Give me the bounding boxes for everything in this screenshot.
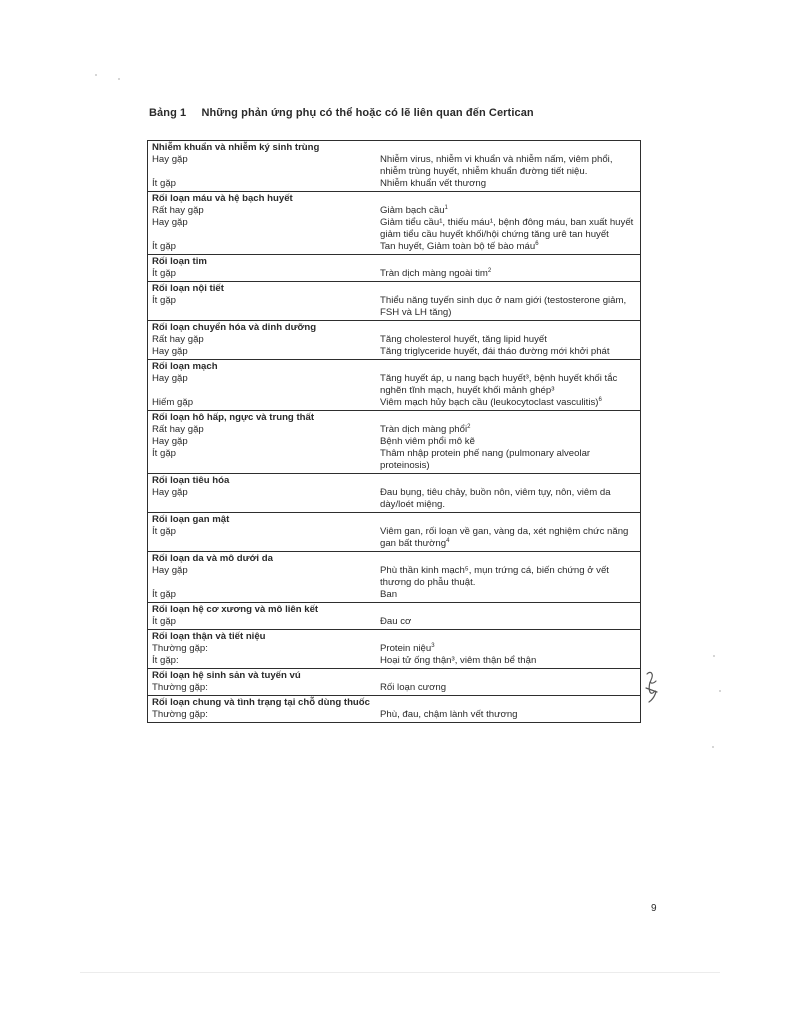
- table-row: [152, 241, 636, 253]
- section-title: Rối loạn tiêu hóa: [152, 475, 230, 486]
- table-row: [152, 655, 636, 667]
- frequency-cell: Hay gặp: [152, 154, 188, 165]
- effect-text: Tăng triglyceride huyết, đái tháo đường mới khởi phát: [380, 346, 610, 357]
- table-row: [152, 589, 636, 601]
- table-row: [152, 178, 636, 190]
- effect-text: Phù, đau, chậm lành vết thương: [380, 709, 518, 720]
- scan-speck: [712, 746, 714, 748]
- frequency-cell: Hay gặp: [152, 346, 188, 357]
- section-title: Nhiễm khuẩn và nhiễm ký sinh trùng: [152, 142, 320, 153]
- table-row: [152, 682, 636, 694]
- effect-text: Protein niệu: [380, 643, 432, 654]
- effect-text: Thâm nhập protein phế nang (pulmonary alveolar proteinosis): [380, 448, 591, 471]
- table-section: [147, 696, 641, 723]
- scan-speck: [713, 655, 715, 657]
- table-section: [147, 282, 641, 321]
- effect-cell: [380, 526, 636, 550]
- table-section: [147, 669, 641, 696]
- frequency-cell: Hay gặp: [152, 373, 188, 384]
- effect-text: Nhiễm khuẩn vết thương: [380, 178, 487, 189]
- effect-text: Hoại tử ống thận³, viêm thận bể thận: [380, 655, 537, 666]
- table-row: [152, 616, 636, 628]
- table-section: [147, 192, 641, 255]
- frequency-cell: Hiếm gặp: [152, 397, 194, 408]
- frequency-cell: Rất hay gặp: [152, 205, 204, 216]
- frequency-cell: Ít gặp: [152, 448, 177, 459]
- frequency-cell: Hay gặp: [152, 565, 188, 576]
- table-section: [147, 255, 641, 282]
- effect-cell: [380, 373, 636, 397]
- effect-cell: [380, 346, 636, 358]
- effect-cell: [380, 448, 636, 472]
- effect-cell: [380, 616, 636, 628]
- frequency-cell: Ít gặp: [152, 178, 177, 189]
- footnote-marker: 1: [444, 205, 448, 211]
- effect-cell: [380, 178, 636, 190]
- table-row: [152, 346, 636, 358]
- effect-cell: [380, 436, 636, 448]
- table-section: [147, 474, 641, 513]
- section-title: Rối loạn chung và tình trạng tại chỗ dùng thuốc: [152, 697, 370, 708]
- table-row: [152, 205, 636, 217]
- effect-text: Thiểu năng tuyến sinh dục ở nam giới (testosterone giảm, FSH và LH tăng): [380, 295, 627, 318]
- table-row: [152, 709, 636, 721]
- table-row: [152, 424, 636, 436]
- table-row: [152, 373, 636, 397]
- effect-text: Rối loạn cương: [380, 682, 447, 693]
- table-section: [147, 513, 641, 552]
- section-title: Rối loạn chuyển hóa và dinh dưỡng: [152, 322, 317, 333]
- effect-cell: [380, 643, 636, 655]
- table-row: [152, 448, 636, 472]
- frequency-cell: Rất hay gặp: [152, 334, 204, 345]
- scan-speck: [118, 78, 120, 80]
- adverse-reactions-table: [147, 140, 641, 723]
- effect-cell: [380, 241, 636, 253]
- footnote-marker: 6: [535, 241, 539, 247]
- effect-text: Tan huyết, Giảm toàn bộ tế bào máu: [380, 241, 536, 252]
- effect-text: Giảm bạch cầu: [380, 205, 445, 216]
- frequency-cell: Hay gặp: [152, 217, 188, 228]
- frequency-cell: Ít gặp: [152, 589, 177, 600]
- frequency-cell: Ít gặp:: [152, 655, 179, 666]
- footnote-marker: 4: [446, 538, 450, 544]
- effect-cell: [380, 205, 636, 217]
- effect-cell: [380, 397, 636, 409]
- effect-cell: [380, 154, 636, 178]
- table-section: [147, 603, 641, 630]
- table-row: [152, 295, 636, 319]
- effect-text: Nhiễm virus, nhiễm vi khuẩn và nhiễm nấm, viêm phổi, nhiễm trùng huyết, nhiễm khuẩn đường tiết niệu.: [380, 154, 613, 177]
- section-title: Rối loạn tim: [152, 256, 207, 267]
- effect-text: Tràn dịch màng ngoài tim: [380, 268, 488, 279]
- table-section: [147, 321, 641, 360]
- effect-cell: [380, 589, 636, 601]
- frequency-cell: Ít gặp: [152, 526, 177, 537]
- table-caption-label: Bảng 1: [149, 107, 187, 119]
- effect-cell: [380, 424, 636, 436]
- effect-cell: [380, 487, 636, 511]
- footnote-marker: 6: [598, 397, 602, 403]
- frequency-cell: Hay gặp: [152, 487, 188, 498]
- table-row: [152, 397, 636, 409]
- table-row: [152, 526, 636, 550]
- scan-speck: [719, 690, 721, 692]
- effect-cell: [380, 565, 636, 589]
- effect-cell: [380, 295, 636, 319]
- footnote-marker: 2: [467, 424, 471, 430]
- table-section: [147, 360, 641, 411]
- section-title: Rối loạn hệ cơ xương và mô liên kết: [152, 604, 319, 615]
- table-caption: [149, 107, 534, 119]
- table-section: [147, 140, 641, 192]
- effect-text: Tăng huyết áp, u nang bạch huyết³, bệnh huyết khối tắc nghẽn tĩnh mạch, huyết khối mảnh ghép³: [380, 373, 618, 396]
- frequency-cell: Rất hay gặp: [152, 424, 204, 435]
- section-title: Rối loạn da và mô dưới da: [152, 553, 273, 564]
- table-section: [147, 630, 641, 669]
- frequency-cell: Ít gặp: [152, 241, 177, 252]
- effect-cell: [380, 334, 636, 346]
- section-title: Rối loạn hệ sinh sản và tuyến vú: [152, 670, 301, 681]
- effect-cell: [380, 655, 636, 667]
- footnote-marker: 2: [487, 268, 492, 274]
- table-section: [147, 411, 641, 474]
- frequency-cell: Ít gặp: [152, 268, 177, 279]
- effect-text: Ban: [380, 589, 398, 600]
- section-title: Rối loạn nội tiết: [152, 283, 224, 294]
- effect-text: Đau bụng, tiêu chảy, buồn nôn, viêm tụy, nôn, viêm da dày/loét miệng.: [380, 487, 611, 510]
- effect-text: Viêm mạch hủy bạch cầu (leukocytoclast vasculitis): [380, 397, 599, 408]
- page-number: 9: [651, 903, 657, 914]
- effect-text: Bệnh viêm phổi mô kẽ: [380, 436, 475, 447]
- frequency-cell: Thường gặp:: [152, 682, 208, 693]
- table-row: [152, 487, 636, 511]
- frequency-cell: Ít gặp: [152, 616, 177, 627]
- table-caption-title: Những phản ứng phụ có thể hoặc có lẽ liên quan đến Certican: [201, 107, 534, 119]
- frequency-cell: Hay gặp: [152, 436, 188, 447]
- scan-speck: [95, 74, 97, 76]
- effect-cell: [380, 682, 636, 694]
- effect-text: Tăng cholesterol huyết, tăng lipid huyết: [380, 334, 547, 345]
- handwritten-mark: [641, 668, 667, 708]
- table-row: [152, 436, 636, 448]
- effect-cell: [380, 268, 636, 280]
- table-row: [152, 217, 636, 241]
- effect-text: Viêm gan, rối loạn về gan, vàng da, xét nghiệm chức năng gan bất thường: [380, 526, 629, 549]
- table-row: [152, 643, 636, 655]
- section-title: Rối loạn mạch: [152, 361, 218, 372]
- table-row: [152, 268, 636, 280]
- section-title: Rối loạn hô hấp, ngực và trung thất: [152, 412, 315, 423]
- effect-cell: [380, 217, 636, 241]
- section-title: Rối loạn thận và tiết niệu: [152, 631, 266, 642]
- section-title: Rối loạn gan mật: [152, 514, 230, 525]
- table-row: [152, 154, 636, 178]
- effect-text: Phù thần kinh mạch⁵, mụn trứng cá, biến chứng ở vết thương do phẫu thuật.: [380, 565, 609, 588]
- effect-text: Tràn dịch màng phổi: [380, 424, 468, 435]
- effect-text: Giảm tiểu cầu¹, thiếu máu¹, bệnh đông máu, ban xuất huyết giảm tiểu cầu huyết khối/hội chứng tăng urê tan huyết: [380, 217, 634, 240]
- effect-cell: [380, 709, 636, 721]
- section-title: Rối loạn máu và hệ bạch huyết: [152, 193, 293, 204]
- footnote-marker: 3: [431, 643, 435, 649]
- table-row: [152, 334, 636, 346]
- scan-edge-line: [80, 972, 720, 973]
- table-row: [152, 565, 636, 589]
- frequency-cell: Thường gặp:: [152, 709, 208, 720]
- table-section: [147, 552, 641, 603]
- frequency-cell: Ít gặp: [152, 295, 177, 306]
- effect-text: Đau cơ: [380, 616, 412, 627]
- frequency-cell: Thường gặp:: [152, 643, 208, 654]
